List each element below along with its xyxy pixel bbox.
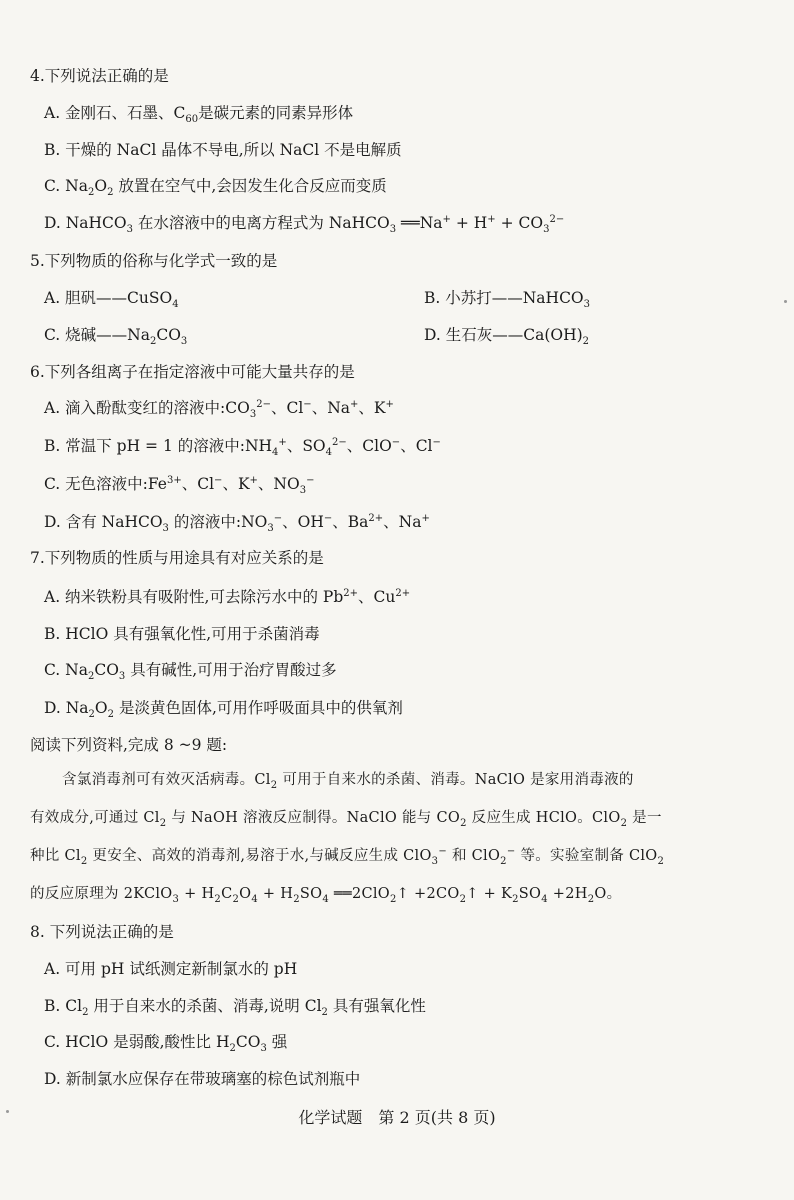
question-6-option-d: D. 含有 NaHCO$_3$ 的溶液中$:NO_3^-$、OH−、$Ba^{2+}$、Na+ (44, 512, 430, 535)
question-4-option-c: C. $Na_2O_2$ 放置在空气中,会因发生化合反应而变质 (44, 177, 387, 199)
scan-speck (6, 1110, 9, 1113)
question-4-stem: 4.下列说法正确的是 (30, 67, 169, 85)
question-8-option-b: B. $Cl_2$ 用于自来水的杀菌、消毒,说明 $Cl_2$ 具有强氧化性 (44, 997, 426, 1019)
reading-intro: 阅读下列资料,完成 8 ~9 题: (30, 736, 228, 754)
question-5-option-a: A. 胆矾——CuSO$_4$ (44, 289, 179, 311)
question-5-stem: 5.下列物质的俗称与化学式一致的是 (30, 252, 278, 270)
question-6-stem: 6.下列各组离子在指定溶液中可能大量共存的是 (30, 363, 355, 381)
question-7-option-d: D. $Na_2O_2$ 是淡黄色固体,可用作呼吸面具中的供氧剂 (44, 699, 403, 721)
question-6-option-b: B. 常温下 pH = 1 的溶液中$:NH_4^+$、$SO_4^{2-}$、ClO−、Cl− (44, 436, 441, 459)
question-4-option-d: D. NaHCO$_3$ 在水溶液中的电离方程式为 NaHCO$_3$ ══Na+ + $H^+ + CO_3^{2-}$ (44, 213, 565, 236)
reading-paragraph-line-2: 有效成分,可通过 $Cl_2$ 与 NaOH 溶液反应制得。NaClO 能与 $CO_2$ 反应生成 HClO。ClO$_2$ 是一 (30, 810, 662, 829)
question-5-option-c: C. 烧碱$——Na_2CO_3$ (44, 326, 188, 348)
question-7-option-a: A. 纳米铁粉具有吸附性,可去除污水中的 $Pb^{2+}$、$Cu^{2+}$ (44, 587, 411, 606)
question-4-option-b: B. 干燥的 NaCl 晶体不导电,所以 NaCl 不是电解质 (44, 141, 402, 159)
question-7-stem: 7.下列物质的性质与用途具有对应关系的是 (30, 549, 324, 567)
question-8-option-c: C. HClO 是弱酸,酸性比 $H_2CO_3$ 强 (44, 1033, 288, 1055)
page-footer: 化学试题 第 2 页(共 8 页) (298, 1108, 496, 1127)
question-8-option-a: A. 可用 pH 试纸测定新制氯水的 pH (44, 960, 298, 978)
scan-speck (784, 300, 787, 303)
question-5-option-b: B. 小苏打——NaHCO$_3$ (424, 289, 591, 311)
question-7-option-c: C. $Na_2CO_3$ 具有碱性,可用于治疗胃酸过多 (44, 661, 337, 683)
question-6-option-a: A. 滴入酚酞变红的溶液中$:CO_3^{2-}$、Cl−、Na+、K+ (44, 398, 394, 421)
question-4-option-a: A. 金刚石、石墨、$C_{60}$是碳元素的同素异形体 (44, 104, 354, 126)
reading-paragraph-line-4: 的反应原理为 2KClO$_3$ + $H_2C_2O_4 + H_2SO_4$ ══2ClO$_2$↑ $+2CO_2↑ + K_2SO_4 +2H_2O$。 (30, 886, 622, 905)
question-7-option-b: B. HClO 具有强氧化性,可用于杀菌消毒 (44, 625, 320, 643)
reading-paragraph-line-1: 含氯消毒剂可有效灭活病毒。$Cl_2$ 可用于自来水的杀菌、消毒。NaClO 是家用消毒液的 (62, 772, 634, 791)
reading-paragraph-line-3: 种比 $Cl_2$ 更安全、高效的消毒剂,易溶于水,与碱反应生成 ClO$_3$− 和 ClO$_2$− 等。实验室制备 ClO$_2$ (30, 846, 665, 867)
question-6-option-c: C. 无色溶液中$:Fe^{3+}$、Cl−、K+、$NO_3^-$ (44, 474, 315, 497)
question-5-option-d: D. 生石灰$——Ca(OH)_2$ (424, 326, 590, 348)
question-8-option-d: D. 新制氯水应保存在带玻璃塞的棕色试剂瓶中 (44, 1070, 361, 1088)
question-8-stem: 8. 下列说法正确的是 (30, 923, 174, 941)
